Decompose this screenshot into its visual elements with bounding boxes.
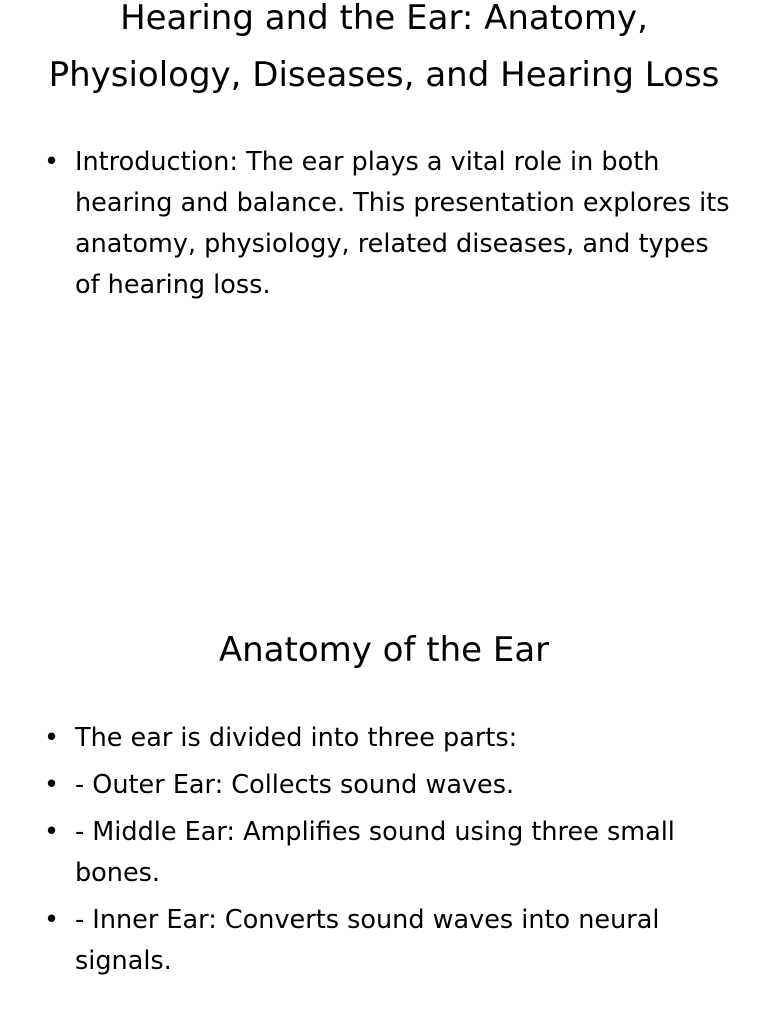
bullet-dot-icon: • [44, 770, 60, 800]
bullet-text: The ear is divided into three parts: [75, 723, 518, 753]
slide-2 [0, 576, 768, 1024]
bullet-dot-icon: • [44, 817, 60, 847]
bullet-list [40, 142, 730, 312]
bullet-list [40, 718, 730, 988]
bullet-item [40, 142, 730, 306]
slide-title: Anatomy of the Ear [218, 630, 550, 670]
bullet-item [40, 718, 730, 759]
bullet-item [40, 812, 730, 894]
bullet-text: - Outer Ear: Collects sound waves. [75, 770, 515, 800]
bullet-dot-icon: • [44, 905, 60, 935]
bullet-item [40, 900, 730, 982]
bullet-text: Introduction: The ear plays a vital role in both hearing and balance. This presentation explores its anatomy, physiology, related diseases, and types of hearing loss. [75, 147, 730, 300]
bullet-dot-icon: • [44, 147, 60, 177]
bullet-dot-icon: • [44, 723, 60, 753]
bullet-text: - Middle Ear: Amplifies sound using three small bones. [75, 817, 675, 888]
bullet-text: - Inner Ear: Converts sound waves into neural signals. [75, 905, 660, 976]
bullet-item [40, 765, 730, 806]
slide-title: Hearing and the Ear: Anatomy, Physiology, Diseases, and Hearing Loss [48, 0, 720, 95]
